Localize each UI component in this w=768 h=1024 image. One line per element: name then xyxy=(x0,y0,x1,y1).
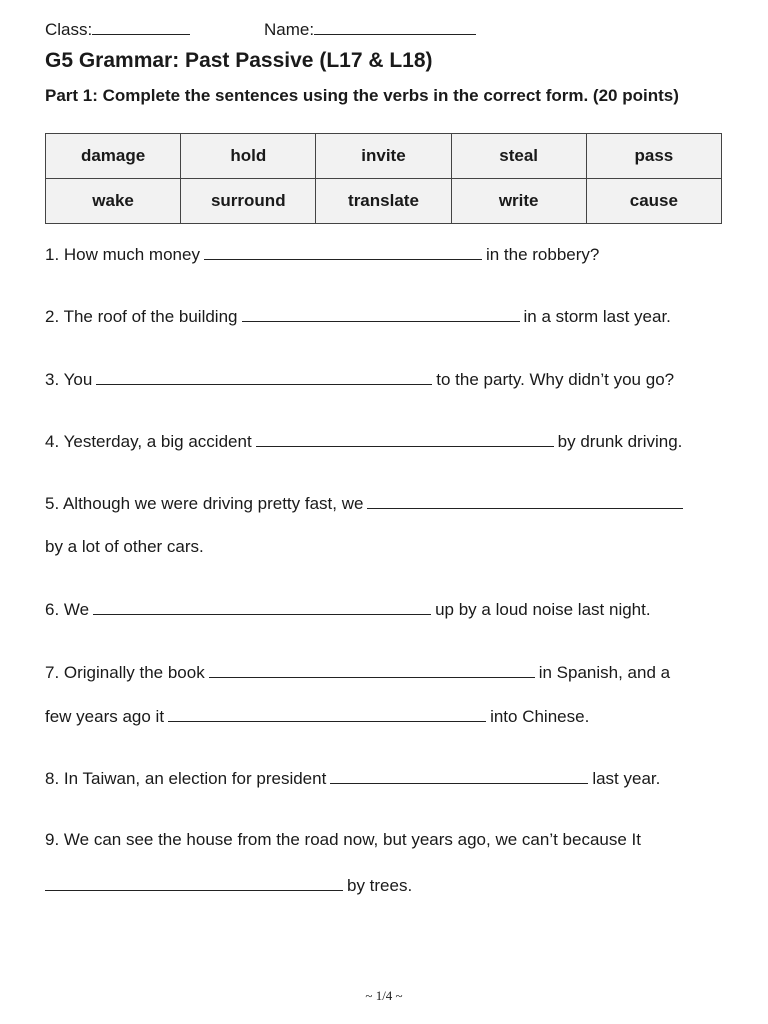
question-text: last year. xyxy=(592,769,661,788)
question-5-continued xyxy=(45,537,204,557)
question-text: in Spanish, and a xyxy=(538,663,671,682)
question-text: by drunk driving. xyxy=(557,432,683,451)
question-text: 6. We xyxy=(45,600,90,619)
question-4 xyxy=(45,430,682,452)
word-bank-cell: damage xyxy=(46,134,181,179)
answer-blank[interactable] xyxy=(96,368,432,385)
question-2 xyxy=(45,305,671,327)
question-9 xyxy=(45,830,641,850)
question-text: to the party. Why didn’t you go? xyxy=(436,370,675,389)
question-text: by a lot of other cars. xyxy=(45,537,204,556)
answer-blank[interactable] xyxy=(330,767,588,784)
question-text: up by a loud noise last night. xyxy=(435,600,651,619)
word-bank-row xyxy=(46,134,722,179)
instructions: Part 1: Complete the sentences using the verbs in the correct form. (20 points) xyxy=(45,86,679,105)
word-bank-cell: write xyxy=(451,179,586,224)
answer-blank[interactable] xyxy=(204,243,482,260)
question-text: few years ago it xyxy=(45,707,165,726)
word-bank-cell: cause xyxy=(586,179,721,224)
word-bank-cell: pass xyxy=(586,134,721,179)
question-text: 1. How much money xyxy=(45,245,200,264)
class-blank[interactable] xyxy=(92,20,190,35)
word-bank-cell: surround xyxy=(181,179,316,224)
question-8 xyxy=(45,767,660,789)
page-number: ~ 1/4 ~ xyxy=(365,988,403,1003)
question-text: in the robbery? xyxy=(485,245,600,264)
word-bank-cell: wake xyxy=(46,179,181,224)
question-5 xyxy=(45,492,687,514)
question-text: in a storm last year. xyxy=(523,307,671,326)
question-text: 4. Yesterday, a big accident xyxy=(45,432,252,451)
question-text: into Chinese. xyxy=(490,707,590,726)
question-9-continued xyxy=(45,874,412,896)
question-6 xyxy=(45,598,651,620)
question-text: 2. The roof of the building xyxy=(45,307,238,326)
answer-blank[interactable] xyxy=(93,598,431,615)
answer-blank[interactable] xyxy=(256,430,554,447)
word-bank-cell: steal xyxy=(451,134,586,179)
page-title: G5 Grammar: Past Passive (L17 & L18) xyxy=(45,49,433,72)
question-text: 8. In Taiwan, an election for president xyxy=(45,769,327,788)
answer-blank[interactable] xyxy=(209,661,535,678)
word-bank-cell: hold xyxy=(181,134,316,179)
word-bank-table xyxy=(45,133,722,224)
name-label: Name: xyxy=(264,20,315,39)
question-1 xyxy=(45,243,599,265)
question-3 xyxy=(45,368,674,390)
class-label: Class: xyxy=(45,20,93,39)
class-field xyxy=(45,20,190,40)
word-bank-row xyxy=(46,179,722,224)
question-text: 5. Although we were driving pretty fast, we xyxy=(45,494,364,513)
question-text: 7. Originally the book xyxy=(45,663,205,682)
question-text: by trees. xyxy=(347,876,413,895)
answer-blank[interactable] xyxy=(367,492,683,509)
name-blank[interactable] xyxy=(314,20,476,35)
answer-blank[interactable] xyxy=(242,305,520,322)
question-text: 3. You xyxy=(45,370,93,389)
question-7-continued xyxy=(45,705,589,727)
answer-blank[interactable] xyxy=(168,705,486,722)
answer-blank[interactable] xyxy=(45,874,343,891)
word-bank-cell: invite xyxy=(316,134,451,179)
name-field xyxy=(264,20,476,40)
question-7 xyxy=(45,661,670,683)
question-text: 9. We can see the house from the road now, but years ago, we can’t because It xyxy=(45,830,641,849)
word-bank-cell: translate xyxy=(316,179,451,224)
